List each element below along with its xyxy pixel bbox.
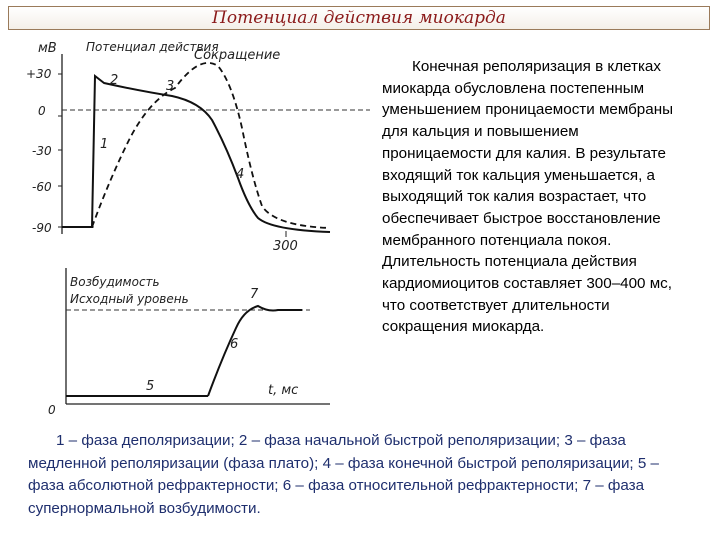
phase-label-6: 6 [230,337,239,352]
phase-label-3: 3 [166,79,175,94]
phase-label-7: 7 [250,287,259,302]
baseline-label: Исходный уровень [70,292,189,306]
y-zero-label: 0 [48,403,56,417]
action-potential-figure [0,28,380,458]
phase-label-1: 1 [100,137,109,152]
phase-label-4: 4 [236,167,245,182]
title-bar [8,6,710,30]
y-tick-label: -90 [32,221,52,235]
page-title: Потенциал действия миокарда [212,8,506,28]
side-paragraph: Конечная реполяризация в клетках миокарда обусловлена постепенным уменьшением проницаемости мембраны для кальция и повышением проницаемости для калия. В результате входящий ток кальция уменьшается, а выходящий ток калия возрастает, что обеспечивает быстрое восстановление мембранного потенциала покоя. Длительность потенциала действия кардиомиоцитов составляет 300–400 мс, что соответствует длительности сокращения миокарда. [382,58,673,336]
y-tick-label: +30 [26,67,52,81]
side-description [382,56,682,338]
phase-label-2: 2 [110,73,119,88]
x-axis-label: t, мс [268,383,299,398]
x-tick-label: 300 [273,239,298,254]
y-tick-label: 0 [38,104,46,118]
action-potential-curve [62,76,330,232]
contraction-label: Сокращение [194,48,281,63]
potential-label: Потенциал действия [86,40,219,54]
y-tick-label: -60 [32,180,52,194]
phase-label-5: 5 [146,379,155,394]
top-plot [26,40,370,254]
excitability-label: Возбудимость [70,275,160,289]
y-tick-label: -30 [32,144,52,158]
bottom-plot [48,268,330,417]
y-unit-label: мВ [38,41,57,56]
figure-caption [28,430,688,520]
caption-paragraph: 1 – фаза деполяризации; 2 – фаза начальной быстрой реполяризации; 3 – фаза медленной реполяризации (фаза плато); 4 – фаза конечной быстрой реполяризации; 5 – фаза абсолютной рефрактерности; 6 – фаза относительной рефрактерности; 7 – фаза супернормальной возбудимости. [28,432,659,517]
